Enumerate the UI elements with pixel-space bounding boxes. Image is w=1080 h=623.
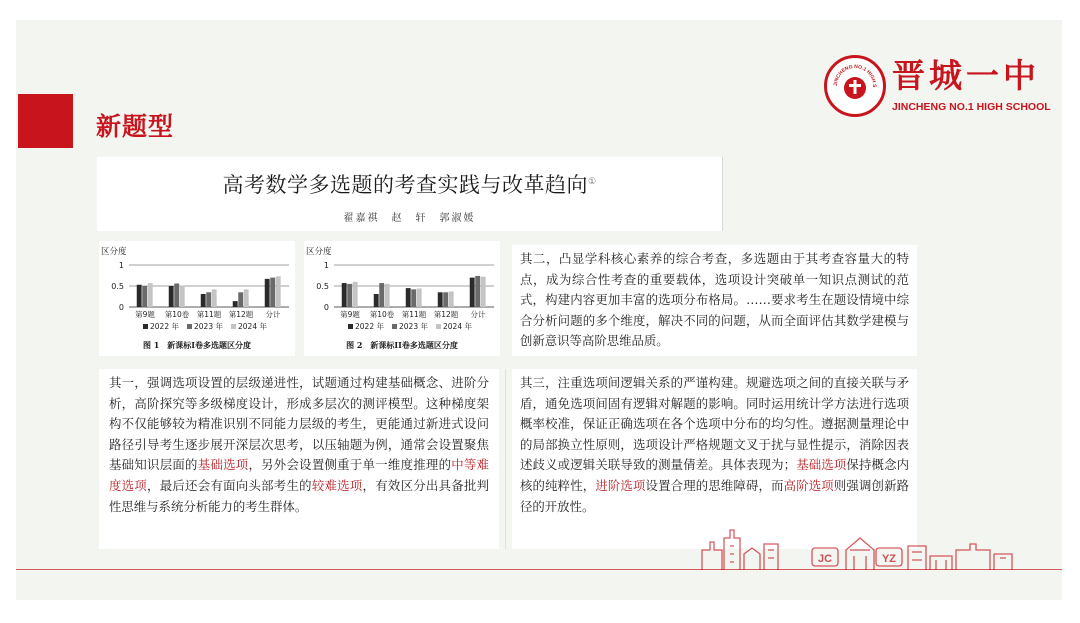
legend-swatch: [392, 324, 397, 329]
paragraph-first: [99, 369, 499, 549]
bar-2024年-3: [244, 289, 249, 307]
paragraph-first-text-4: ，有效区分出具备批判性思维与系统分析能力的考生群体。: [109, 477, 490, 514]
x-tick-label: 第11题: [196, 310, 222, 319]
highlight-medium-option: 中等难度选项: [109, 457, 490, 493]
title-accent-block: [18, 94, 73, 148]
y-axis-label: 区分度: [101, 247, 127, 257]
y-tick-label: 0: [323, 303, 329, 312]
bar-2024年-1: [385, 284, 390, 307]
legend-label: 2022 年: [355, 322, 384, 331]
bar-2024年-0: [353, 282, 358, 307]
x-tick-label: 第11题: [401, 310, 427, 319]
bar-2023年-1: [174, 283, 179, 307]
legend-label: 2024 年: [238, 322, 267, 331]
highlight-advanced-option: 进阶选项: [595, 477, 646, 493]
footer-rule: [16, 569, 1062, 570]
bar-2024年-0: [148, 283, 153, 307]
paper-title-text: 高考数学多选题的考查实践与改革趋向: [222, 173, 588, 197]
bar-2024年-2: [212, 289, 217, 307]
paragraph-first-text-2: ，另外会设置侧重于单一维度推理的: [248, 457, 452, 473]
paper-title: [97, 169, 722, 199]
seal-text: JINCHENG NO.1 HIGH S: [832, 63, 878, 88]
highlight-basic-option: 基础选项: [197, 457, 249, 473]
skyline-badge-yz: YZ: [881, 553, 897, 565]
figure-2-caption: 图 2 新课标II卷多选题区分度: [346, 340, 458, 350]
bar-2022年-2: [406, 288, 411, 307]
x-tick-label: 第9题: [135, 310, 155, 319]
bar-2022年-3: [233, 301, 238, 307]
y-tick-label: 0: [118, 303, 124, 312]
legend-swatch: [187, 324, 192, 329]
x-tick-label: 第10卷: [369, 310, 395, 319]
skyline-badge-jc: JC: [817, 553, 833, 565]
x-tick-label: 第12题: [228, 310, 254, 319]
legend-swatch: [231, 324, 236, 329]
bar-2023年-1: [379, 283, 384, 307]
bar-2024年-4: [276, 276, 281, 307]
legend-swatch: [143, 324, 148, 329]
legend-label: 2023 年: [399, 322, 428, 331]
bar-2022年-2: [201, 294, 206, 307]
legend-label: 2023 年: [194, 322, 223, 331]
x-tick-label: 第9题: [340, 310, 360, 319]
figure-1-caption: 图 1 新课标I卷多选题区分度: [142, 340, 252, 350]
campus-skyline-decoration: [700, 520, 1030, 576]
figure-1: [99, 241, 295, 356]
highlight-hard-option: 较难选项: [311, 477, 363, 493]
school-name-en: JINCHENG NO.1 HIGH SCHOOL: [892, 101, 1051, 113]
bar-2023年-2: [411, 289, 416, 307]
bar-chart-1: [99, 241, 295, 341]
legend-label: 2022 年: [150, 322, 179, 331]
highlight-high-order-option: 高阶选项: [783, 477, 834, 493]
column-divider: [505, 369, 506, 549]
bar-2023年-2: [206, 292, 211, 307]
paragraph-third-text-4: 则强调创新路径的开放性。: [520, 477, 910, 514]
paragraph-third-text-1: 其三，注重选项间逻辑关系的严谨构建。规避选项之间的直接关联与矛盾，通免选项间固有逻辑对解题的影响。同时运用统计学方法进行选项概率校准，保证正确选项在各个选项中分布的均匀性。遵据测量理论中的局部换立性原则，选项设计严格规题文叉于扰与显性提示，消除因表述歧义或逻辑关联导致的测量倩差。具体表现为；: [520, 375, 909, 473]
legend-label: 2024 年: [443, 322, 472, 331]
y-tick-label: 1: [323, 261, 329, 270]
bar-2022年-1: [374, 294, 379, 307]
paper-authors: 翟嘉祺 赵 轩 郭淑媛: [343, 213, 476, 224]
bar-2024年-1: [180, 286, 185, 307]
bar-2022年-3: [438, 292, 443, 307]
bar-2023年-0: [347, 284, 352, 307]
legend-swatch: [436, 324, 441, 329]
school-name-cn: 晋城一中: [892, 56, 1040, 95]
bar-2022年-0: [137, 285, 142, 307]
highlight-basic-option-2: 基础选项: [796, 457, 847, 473]
bar-2024年-3: [449, 291, 454, 307]
figure-2: [304, 241, 500, 356]
school-seal-logo: [824, 55, 886, 117]
paragraph-first-text-3: ，最后还会有面向头部考生的: [147, 477, 312, 493]
paragraph-third-text-2: 保持概念内核的纯粹性，: [520, 457, 910, 493]
bar-2024年-4: [481, 277, 486, 307]
skyline-drawing: [700, 520, 1030, 572]
bar-2022年-4: [265, 279, 270, 307]
bar-2024年-2: [417, 289, 422, 307]
bar-2022年-4: [470, 278, 475, 307]
paper-header: [97, 157, 723, 231]
paragraph-third-text-3: 设置合理的思维障碍，而: [645, 477, 784, 493]
bar-2023年-3: [238, 292, 243, 307]
y-tick-label: 1: [118, 261, 124, 270]
section-title: 新题型: [96, 112, 175, 141]
paragraph-first-text-1: 其一，强调选项设置的层级递进性，试题通过构建基础概念、进阶分析，高阶探究等多级梯度设计，形成多层次的测评模型。这种梯度架构不仅能够较为精准识别不同能力层级的考生，更能通过新进式设问路径引导考生逐步展开深层次思考，以压轴题为例，通常会设置聚焦基础知识层面的: [109, 375, 489, 473]
bar-2023年-4: [475, 276, 480, 307]
x-tick-label: 分计: [470, 310, 486, 319]
legend-swatch: [348, 324, 353, 329]
x-tick-label: 第10卷: [164, 310, 190, 319]
bar-2023年-0: [142, 286, 147, 307]
bar-2023年-3: [443, 292, 448, 307]
y-tick-label: 0.5: [111, 282, 124, 291]
bar-2023年-4: [270, 278, 275, 307]
y-axis-label: 区分度: [306, 247, 332, 257]
paragraph-second: 其二，凸显学科核心素养的综合考查，多选题由于其考查容量大的特点，成为综合性考查的重要载体，选项设计突破单一知识点测试的范式，构建内容更加丰富的选项分布格局。……要求考生在题设情境中综合分析问题的多个维度，解决不同的问题，从而全面评估其数学建模与创新意识等高阶思维品质。: [512, 245, 917, 356]
x-tick-label: 第12题: [433, 310, 459, 319]
bar-2022年-1: [169, 286, 174, 307]
bar-2022年-0: [342, 283, 347, 307]
x-tick-label: 分计: [265, 310, 281, 319]
paper-title-mark: ①: [587, 177, 597, 187]
y-tick-label: 0.5: [316, 282, 329, 291]
bar-chart-2: [304, 241, 500, 341]
